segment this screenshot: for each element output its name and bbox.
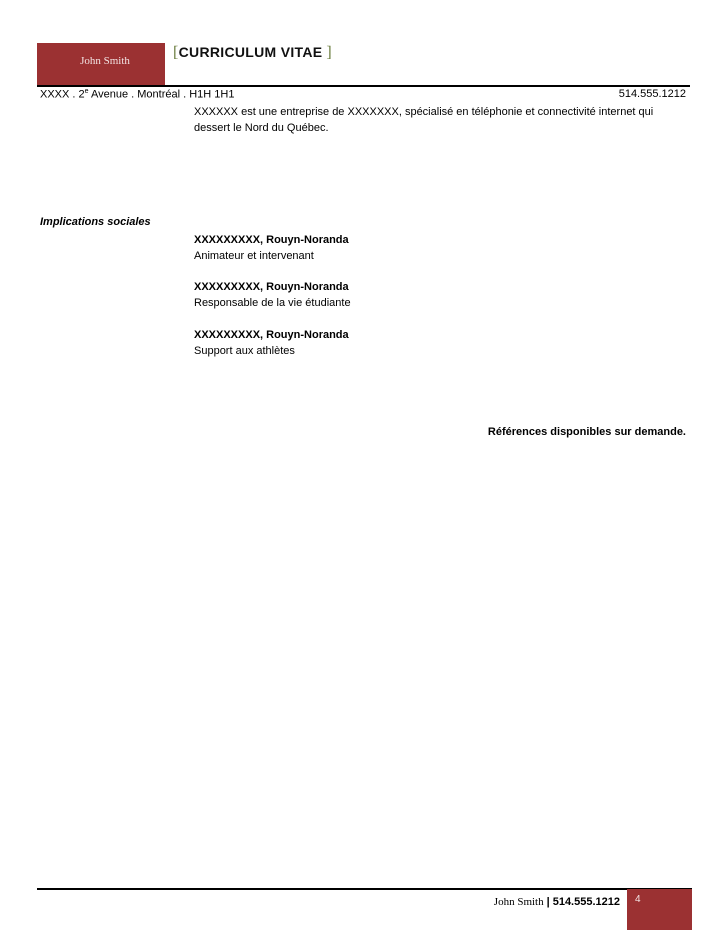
header-color-block [37, 43, 165, 85]
footer-color-block [627, 889, 692, 930]
social-item-role: Responsable de la vie étudiante [194, 297, 351, 309]
address-street-number: XXXX . 2 [40, 88, 85, 101]
phone: 514.555.1212 [618, 88, 686, 100]
contact-row [40, 88, 686, 101]
section-title-social: Implications sociales [40, 216, 151, 228]
social-item-role: Support aux athlètes [194, 345, 295, 357]
title-bracket-open: [ [173, 44, 179, 61]
social-item-org: XXXXXXXXX, Rouyn-Noranda [194, 329, 349, 341]
title-bracket-close: ] [326, 44, 333, 61]
footer-text [494, 896, 620, 908]
address-rest: Avenue . Montréal . H1H 1H1 [88, 88, 235, 101]
page-number: 4 [635, 894, 641, 905]
footer-divider [37, 888, 692, 890]
header-name: John Smith [80, 55, 130, 67]
footer-separator: | [546, 896, 550, 908]
document-title [173, 44, 332, 62]
social-item-role: Animateur et intervenant [194, 250, 314, 262]
social-item-org: XXXXXXXXX, Rouyn-Noranda [194, 281, 349, 293]
header-divider [37, 85, 690, 87]
social-item [194, 232, 349, 264]
social-item [194, 279, 351, 311]
footer-name: John Smith [493, 896, 544, 908]
social-item-org: XXXXXXXXX, Rouyn-Noranda [194, 234, 349, 246]
references-note: Références disponibles sur demande. [487, 426, 686, 438]
social-item [194, 327, 349, 359]
company-description: XXXXXX est une entreprise de XXXXXXX, spécialisé en téléphonie et connectivité internet qui dessert le Nord du Québec. [194, 106, 654, 134]
address-superscript: e [84, 88, 89, 95]
title-text: CURRICULUM VITAE [178, 44, 323, 60]
footer-phone: 514.555.1212 [552, 896, 620, 908]
address [40, 88, 234, 101]
